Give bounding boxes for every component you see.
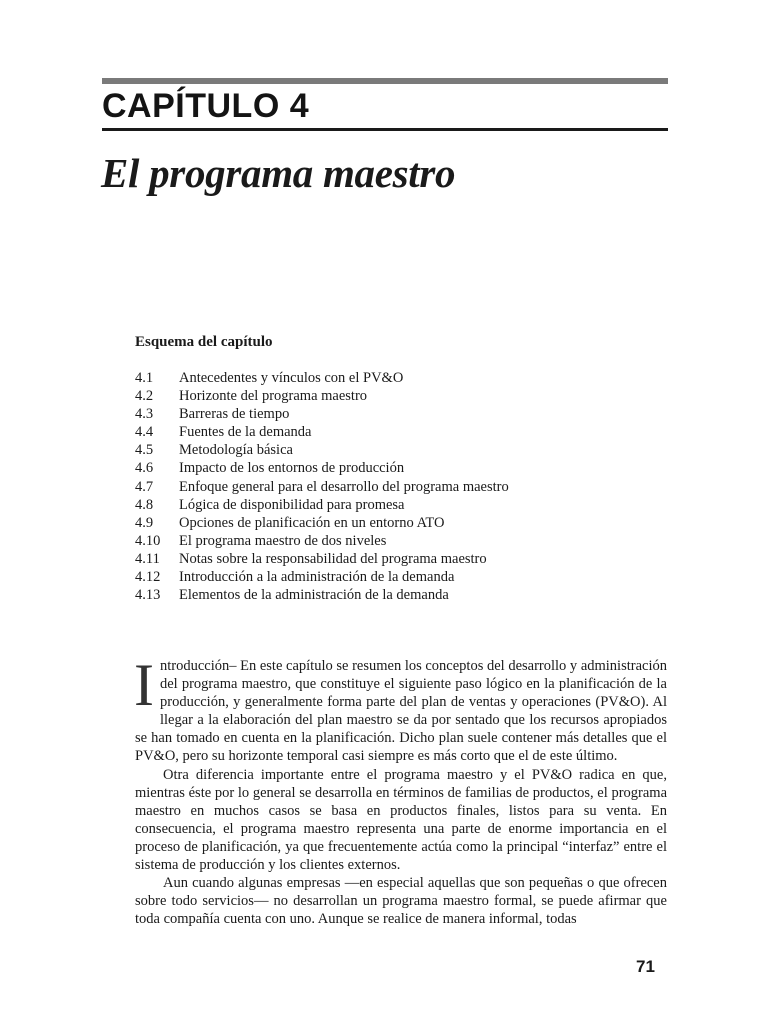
outline-item xyxy=(135,441,509,459)
body-text xyxy=(134,652,667,928)
outline-item-number: 4.5 xyxy=(135,442,154,459)
chapter-title: El programa maestro xyxy=(101,150,456,196)
paragraph-intro xyxy=(134,652,667,766)
outline-item xyxy=(135,586,509,604)
outline-item xyxy=(135,387,509,405)
outline-item-number: 4.13 xyxy=(135,587,161,604)
outline-item-number: 4.10 xyxy=(135,532,161,549)
paragraph-2: Otra diferencia importante entre el programa maestro y el PV&O radica en que, mientras éste por lo general se desarrolla en términos de familias de productos, el programa maestro en muchos casos se basa en productos finales, listos para su venta. En consecuencia, el programa maestro representa una parte de enorme importancia en el proceso de planificación, ya que frecuentemente actúa como la principal “interfaz” entre el sistema de producción y los clientes externos. xyxy=(135,766,667,874)
outline-item-text: Lógica de disponibilidad para promesa xyxy=(179,496,405,513)
outline-item-text: Enfoque general para el desarrollo del programa maestro xyxy=(179,478,509,495)
drop-cap: I xyxy=(134,652,154,718)
outline-item xyxy=(135,423,509,441)
paragraph-intro-text: ntroducción– En este capítulo se resumen los conceptos del desarrollo y administración del programa maestro, que constituye el siguiente paso lógico en la planificación de la producción, y generalmente forma parte del plan de ventas y operaciones (PV&O). Al llegar a la elaboración del plan maestro se da por sentado que los recursos apropiados se han tomado en cuenta en la planificación. Dicho plan suele contener más detalles que el PV&O, pero su horizonte temporal casi siempre es más corto que el de este último. xyxy=(135,658,667,765)
outline-item-text: Fuentes de la demanda xyxy=(179,424,312,441)
outline-item-number: 4.11 xyxy=(135,550,160,567)
outline-item xyxy=(135,478,509,496)
outline-item-number: 4.6 xyxy=(135,460,154,477)
outline-item-number: 4.3 xyxy=(135,406,154,423)
outline-item xyxy=(135,568,509,586)
outline-item-text: Introducción a la administración de la demanda xyxy=(179,569,455,586)
outline-item xyxy=(135,369,509,387)
chapter-underline xyxy=(102,128,668,131)
outline-item-text: Opciones de planificación en un entorno ATO xyxy=(179,514,445,531)
outline-item-number: 4.8 xyxy=(135,496,154,513)
outline-item-number: 4.9 xyxy=(135,514,154,531)
outline-item-number: 4.12 xyxy=(135,569,161,586)
outline-item-number: 4.7 xyxy=(135,478,154,495)
outline-list xyxy=(135,369,509,604)
outline-item xyxy=(135,405,509,423)
outline-item-text: Horizonte del programa maestro xyxy=(179,388,368,405)
top-rule xyxy=(102,78,668,84)
outline-heading: Esquema del capítulo xyxy=(135,334,273,350)
outline-item-text: El programa maestro de dos niveles xyxy=(179,532,387,549)
outline-item xyxy=(135,514,509,532)
outline-item-text: Antecedentes y vínculos con el PV&O xyxy=(179,370,404,386)
outline-item-text: Notas sobre la responsabilidad del programa maestro xyxy=(179,550,487,567)
page-number: 71 xyxy=(636,957,655,976)
outline-item xyxy=(135,550,509,568)
outline-item-number: 4.1 xyxy=(135,370,154,386)
paragraph-3: Aun cuando algunas empresas —en especial aquellas que son pequeñas o que ofrecen sobre todo servicios— no desarrollan un programa maestro formal, se puede afirmar que toda compañía cuenta con uno. Aunque se realice de manera informal, todas xyxy=(135,875,667,928)
outline-item-text: Elementos de la administración de la demanda xyxy=(179,587,449,604)
outline-item xyxy=(135,532,509,550)
outline-item-text: Barreras de tiempo xyxy=(179,406,290,423)
outline-item xyxy=(135,496,509,514)
outline-item-number: 4.4 xyxy=(135,424,154,441)
outline-item-text: Metodología básica xyxy=(179,442,293,459)
outline-item-number: 4.2 xyxy=(135,388,154,405)
outline-item xyxy=(135,459,509,477)
chapter-label: CAPÍTULO 4 xyxy=(102,87,310,125)
outline-item-text: Impacto de los entornos de producción xyxy=(179,460,405,477)
